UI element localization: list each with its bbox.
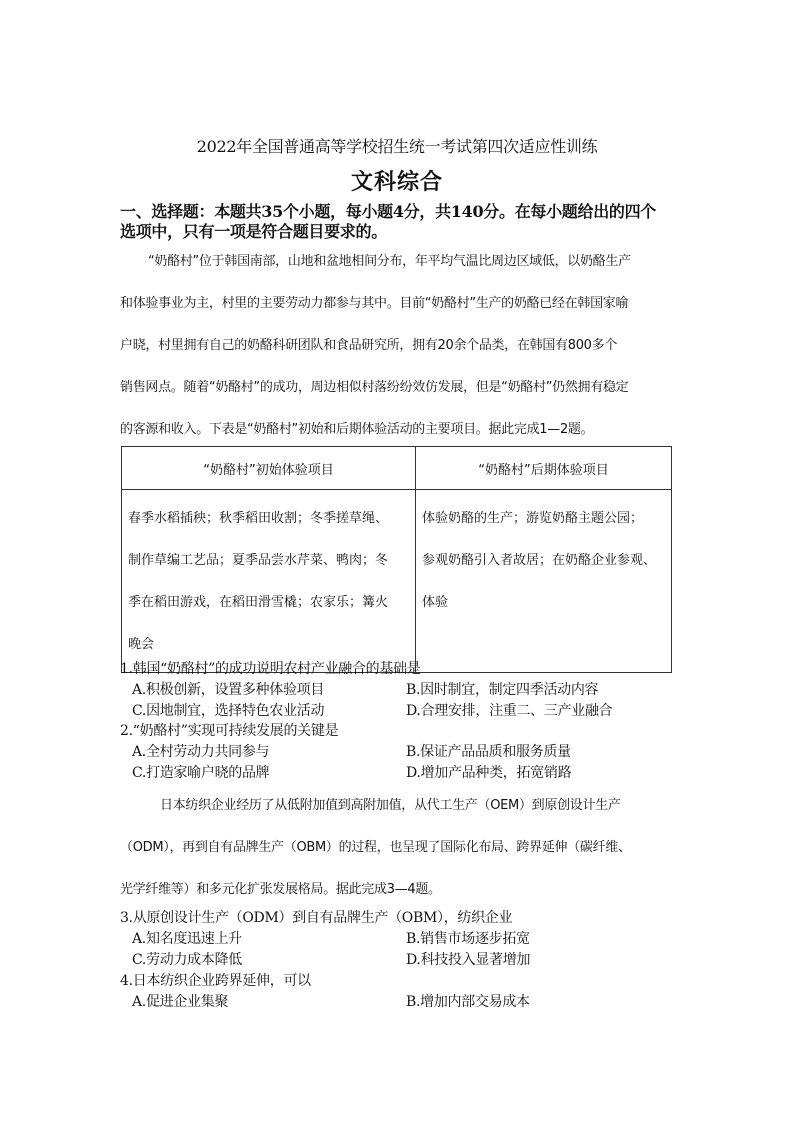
table-header-later: “奶酪村”后期体验项目 xyxy=(416,447,672,490)
option-c: C.劳动力成本降低 xyxy=(132,952,242,968)
table-cell-line: 体验奶酪的生产；游览奶酪主题公园； xyxy=(422,511,644,526)
question-stem: 3.从原创设计生产（ODM）到自有品牌生产（OBM），纺织企业 xyxy=(120,910,513,926)
table-cell-line: 体验 xyxy=(422,595,449,610)
passage2-line: 日本纺织企业经历了从低附加值到高附加值，从代工生产（OEM）到原创设计生产 xyxy=(160,798,621,813)
section-instruction-line-2: 选项中，只有一项是符合题目要求的。 xyxy=(120,222,387,241)
option-b: B.保证产品品质和服务质量 xyxy=(406,744,571,760)
option-b: B.增加内部交易成本 xyxy=(406,994,530,1010)
table-cell-line: 制作草编工艺品；夏季品尝水芹菜、鸭肉；冬 xyxy=(128,553,389,568)
option-a: A.积极创新，设置多种体验项目 xyxy=(132,682,325,698)
passage1-line: 销售网点。随着“奶酪村”的成功，周边相似村落纷纷效仿发展，但是“奶酪村”仍然拥有稳定 xyxy=(120,380,629,395)
option-a: A.促进企业集聚 xyxy=(132,994,229,1010)
table-cell-initial-projects xyxy=(122,490,416,673)
table-cell-line: 季在稻田游戏，在稻田滑雪橇；农家乐；篝火 xyxy=(128,595,389,610)
option-c: C.因地制宜，选择特色农业活动 xyxy=(132,703,325,719)
table-cell-line: 春季水稻插秧；秋季稻田收割；冬季搓草绳、 xyxy=(128,511,389,526)
option-b: B.因时制宜，制定四季活动内容 xyxy=(406,682,599,698)
option-a: A.全村劳动力共同参与 xyxy=(132,744,270,760)
option-a: A.知名度迅速上升 xyxy=(132,931,242,947)
passage1-line: 户晓，村里拥有自己的奶酪科研团队和食品研究所，拥有20余个品类，在韩国有800多个 xyxy=(120,338,618,353)
question-stem: 2.“奶酪村”实现可持续发展的关键是 xyxy=(120,723,339,739)
passage2-line: （ODM），再到自有品牌生产（OBM）的过程，也呈现了国际化布局、跨界延伸（碳纤维、 xyxy=(120,840,631,855)
table-header-initial: “奶酪村”初始体验项目 xyxy=(122,447,416,490)
table-cell-line: 晚会 xyxy=(128,637,155,652)
table-cell-line: 参观奶酪引入者故居；在奶酪企业参观、 xyxy=(422,553,657,568)
passage1-line: “奶酪村”位于韩国南部，山地和盆地相间分布，年平均气温比周边区域低，以奶酪生产 xyxy=(148,254,631,269)
option-d: D.合理安排，注重二、三产业融合 xyxy=(406,703,613,719)
option-c: C.打造家喻户晓的品牌 xyxy=(132,765,270,781)
subject-title: 文科综合 xyxy=(350,169,443,195)
table-cell-later-projects xyxy=(416,490,672,673)
section-instruction-line-1: 一、选择题：本题共35个小题，每小题4分，共140分。在每小题给出的四个 xyxy=(120,202,656,221)
passage1-line: 和体验事业为主，村里的主要劳动力都参与其中。目前“奶酪村”生产的奶酪已经在韩国家喻 xyxy=(120,296,629,311)
experience-projects-table xyxy=(121,446,672,673)
question-stem: 4.日本纺织企业跨界延伸，可以 xyxy=(120,973,311,989)
passage2-line: 光学纤维等）和多元化扩张发展格局。据此完成3—4题。 xyxy=(120,882,441,897)
option-b: B.销售市场逐步拓宽 xyxy=(406,931,530,947)
option-d: D.科技投入显著增加 xyxy=(406,952,531,968)
passage1-line: 的客源和收入。下表是“奶酪村”初始和后期体验活动的主要项目。据此完成1—2题。 xyxy=(120,422,594,437)
question-stem: 1.韩国“奶酪村”的成功说明农村产业融合的基础是 xyxy=(120,661,421,677)
exam-title: 2022年全国普通高等学校招生统一考试第四次适应性训练 xyxy=(196,137,598,156)
option-d: D.增加产品种类，拓宽销路 xyxy=(406,765,572,781)
